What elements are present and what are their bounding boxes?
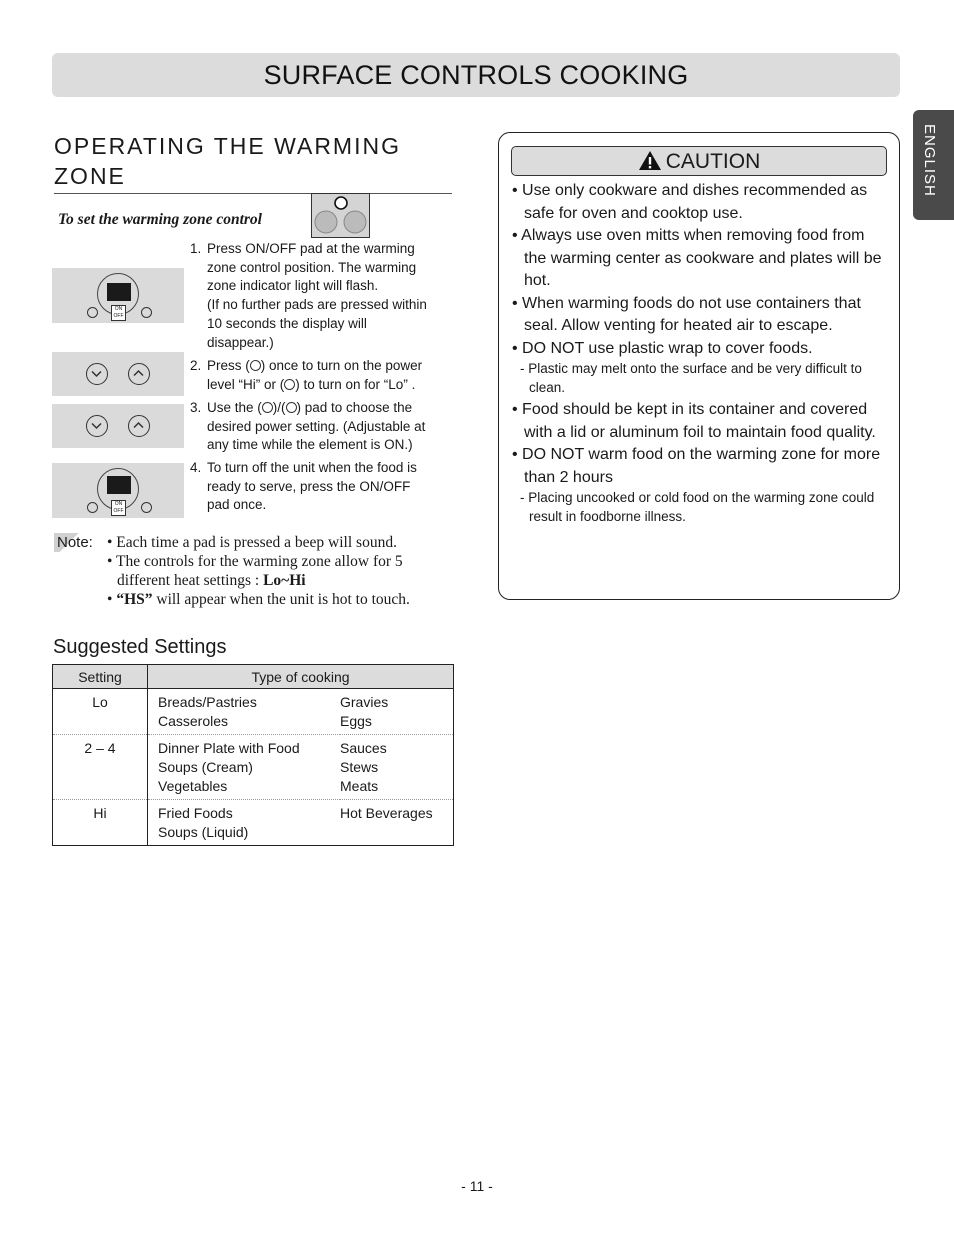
step-line: To turn off the unit when the food is [207,460,417,475]
chevron-up-icon[interactable] [128,363,150,385]
food-cell [148,689,341,735]
setting-cell: Lo [53,689,148,735]
caution-item: • When warming foods do not use containers that seal. Allow venting for heated air to escape. [512,294,861,334]
step-4 [190,459,450,515]
onoff-pad-off-label: OFF [113,508,124,514]
step-line: zone control position. The warming [207,259,417,275]
food-item: Soups (Cream) [158,759,253,775]
caution-subitem: - Plastic may melt onto the surface and be very difficult to clean. [520,361,862,395]
control-panel-arrows-1 [52,352,184,396]
caution-item: • DO NOT use plastic wrap to cover foods. [512,339,813,357]
note-bold: Lo~Hi [263,572,306,589]
step-number: 1. [190,241,202,256]
food-cell [340,689,454,735]
column-header-setting: Setting [53,665,148,689]
food-item: Fried Foods [158,805,233,821]
step-number: 3. [190,400,202,415]
up-pad-inline-icon [262,402,273,413]
warning-triangle-icon [638,150,662,171]
suggested-settings-heading: Suggested Settings [53,636,227,658]
table-row [53,689,454,735]
chevron-up-icon[interactable] [128,415,150,437]
step-2 [190,357,450,394]
onoff-pad[interactable] [111,500,126,516]
section-title-line2: ZONE [54,163,126,189]
note-item: • Each time a pad is pressed a beep will sound. [107,534,397,551]
food-cell [148,735,341,800]
chevron-down-icon[interactable] [86,363,108,385]
note-text: • The controls for the warming zone allow for 5 different heat settings : [107,553,403,589]
cooktop-diagram-icon [311,193,370,238]
note-bold: “HS” [116,591,153,608]
note-text: will appear when the unit is hot to touch. [152,591,410,608]
control-panel-onoff-1 [52,268,184,323]
table-row [53,800,454,846]
food-cell [340,800,454,846]
setting-cell: Hi [53,800,148,846]
food-item: Stews [340,759,379,775]
page-number: - 11 - [461,1178,493,1194]
step-number: 4. [190,460,202,475]
step-line: 10 seconds the display will [207,315,367,331]
step-3 [190,399,450,455]
step-text: ) to turn on for “Lo” . [295,376,416,392]
note-item [107,552,452,590]
food-cell [148,800,341,846]
step-1 [190,240,450,352]
column-header-type: Type of cooking [148,665,454,689]
step-line: any time while the element is ON.) [207,437,413,453]
onoff-pad[interactable] [111,305,126,321]
language-tab [913,110,954,220]
up-pad-icon[interactable] [141,502,152,513]
food-item: Eggs [340,713,372,729]
step-line: zone indicator light will flash. [207,278,379,294]
caution-item: • Always use oven mitts when removing food from the warming center as cookware and plates will be hot. [512,227,882,289]
food-item: Vegetables [158,778,228,794]
down-pad-inline-icon [286,402,297,413]
up-pad-inline-icon [250,360,261,371]
step-text: ) pad to choose the [296,400,413,415]
step-line: disappear.) [207,334,274,350]
display-screen [107,476,131,494]
table-header-row [53,665,454,689]
onoff-pad-on-label: ON [114,501,123,507]
page-title: SURFACE CONTROLS COOKING [52,53,900,97]
onoff-pad-off-label: OFF [113,313,124,319]
food-cell [340,735,454,800]
note-text: • [107,591,117,608]
step-text: )/( [272,400,286,415]
setting-cell: 2 – 4 [53,735,148,800]
food-item: Dinner Plate with Food [158,740,300,756]
step-text: Press ( [207,358,250,373]
caution-item: • Food should be kept in its container and covered with a lid or aluminum foil to maintain food quality. [512,401,876,441]
up-pad-icon[interactable] [141,307,152,318]
step-text: level “Hi” or ( [207,376,285,392]
step-number: 2. [190,358,202,373]
caution-item: • DO NOT warm food on the warming zone for more than 2 hours [512,446,881,486]
down-pad-icon[interactable] [87,502,98,513]
section-title [54,131,452,194]
display-screen [107,283,131,301]
step-text: ) once to turn on the power [260,358,423,373]
step-line: (If no further pads are pressed within [207,297,427,313]
caution-header [511,146,887,176]
table-row [53,735,454,800]
step-line: pad once. [207,497,267,513]
control-panel-onoff-2 [52,463,184,518]
chevron-down-icon[interactable] [86,415,108,437]
food-item: Hot Beverages [340,805,433,821]
down-pad-icon[interactable] [87,307,98,318]
food-item: Soups (Liquid) [158,824,249,840]
caution-list [512,180,887,528]
note-item [107,590,452,609]
note-list [107,533,452,609]
note-label: Note: [54,533,96,552]
step-line: desired power setting. (Adjustable at [207,418,426,434]
caution-subitem: - Placing uncooked or cold food on the warming zone could result in foodborne illness. [520,490,875,524]
step-line: ready to serve, press the ON/OFF [207,478,411,494]
caution-title: CAUTION [665,150,761,173]
onoff-pad-on-label: ON [114,306,123,312]
control-panel-arrows-2 [52,404,184,448]
food-item: Gravies [340,694,389,710]
food-item: Sauces [340,740,387,756]
food-item: Breads/Pastries [158,694,257,710]
step-text: Use the ( [207,400,262,415]
instruction-heading: To set the warming zone control [58,211,262,228]
section-title-line1: OPERATING THE WARMING [54,133,401,159]
suggested-settings-table [52,664,454,846]
food-item: Meats [340,778,379,794]
caution-item: • Use only cookware and dishes recommended as safe for oven and cooktop use. [512,182,868,222]
down-pad-inline-icon [284,379,295,390]
language-tab-label: ENGLISH [921,124,938,197]
food-item: Casseroles [158,713,229,729]
step-line: Press ON/OFF pad at the warming [207,241,415,256]
